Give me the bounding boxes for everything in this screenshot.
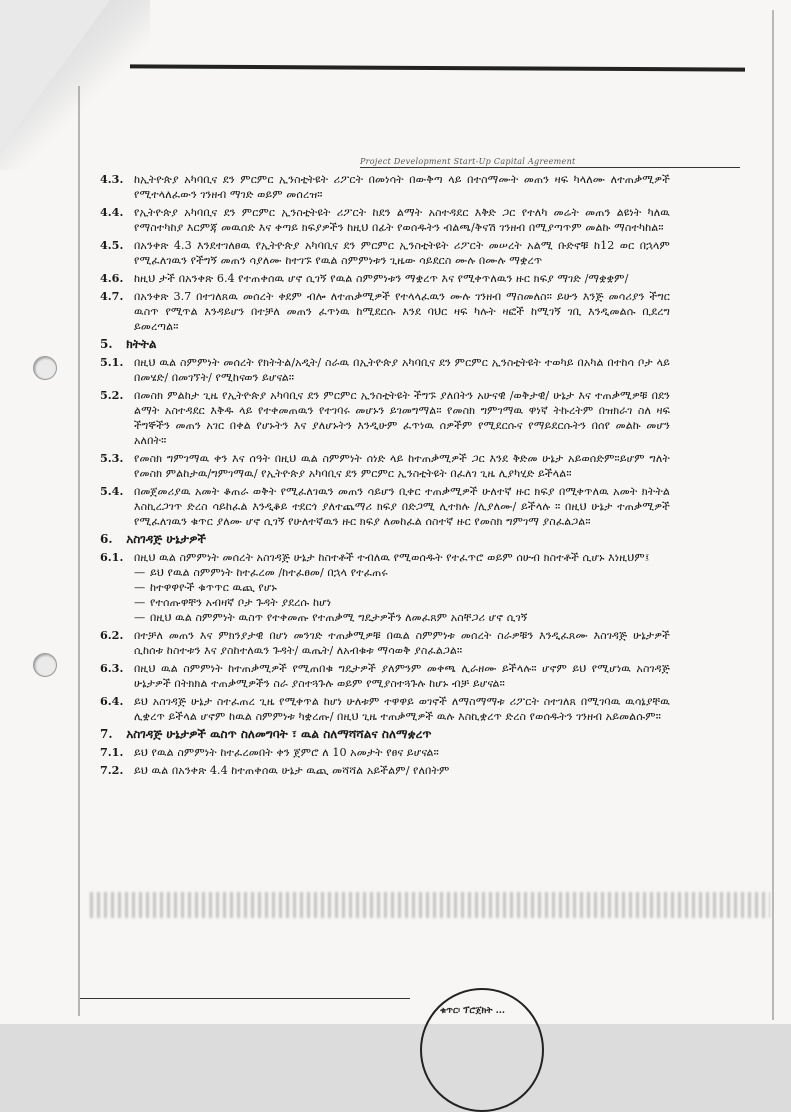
section-7-heading xyxy=(100,727,670,742)
clause-text: በተቻለ መጠን እና ምክንያታዊ በሆነ መንገድ ተጠቃሚዎቹ በዉል ስምምነቱ መሰረት ስራዎቹን እንዲፈጸሙ እስገዳጅ ሁኔታዎች ሲከሰቱ ከስተቱን እና ያስከተለዉን ጉዳት/ ዉጤት/ ለአብቁቱ ማሳወቅ ያስፈልጋል። xyxy=(134,629,670,657)
clause-4-3 xyxy=(100,172,670,202)
photocopy-smudge xyxy=(90,892,770,918)
clause-text: ይህ ዉል በአንቀጽ 4.4 ከተጠቀሰዉ ሁኔታ ዉጪ መሻሻል አይችልም/ የለበትም xyxy=(134,764,450,777)
document-body xyxy=(100,172,670,781)
clause-4-4 xyxy=(100,205,670,235)
clause-text: በመስክ ምልከታ ጊዜ የኢትዮጵያ አካባቢና ደን ምርምር ኢንስቲትዩት ችግኙ ያለበትን አሁናዊ /ወቅታዊ/ ሁኔታ እና ተጠቃሚዎቹ በደን ልማት አስተዳደር እቅዱ ላይ የተቀመጠዉን የተገባሩ መሆኑን ይገመግማል። የመስክ ግምገማዉ ዋነኛ ትኩረትም በዝክራገ ስለ ዛፍ ችግኞችን መጠን አገር በቀል የሆኑትን እና ያለሆኑትን እንዲሁም ፈጥነዉ ሰዎችም የሚደርሱና የማይደርሱትን በሰየ መልኩ መሆን አለበት። xyxy=(134,389,670,447)
clause-number: 4.7. xyxy=(100,289,124,303)
footer-rule xyxy=(80,998,410,999)
clause-5-4 xyxy=(100,484,670,529)
section-number: 7. xyxy=(100,727,113,741)
clause-7-1 xyxy=(100,745,670,760)
section-title: አስገዳጅ ሁኔታዎች ዉስጥ ስለመግባት ፣ ዉል ስለማሻሻልና ስለማቋረጥ xyxy=(126,727,432,741)
clause-4-6 xyxy=(100,271,670,286)
condition-item: — በዚህ ዉል ስምምነት ዉስጥ የተቀመጡ የተጠቃሚ ግዴታዎችን ለመፈጸም አስቸጋሪ ሆኖ ሲገኝ xyxy=(134,610,670,625)
running-header: Project Development Start-Up Capital Agreement xyxy=(360,157,740,168)
clause-number: 4.5. xyxy=(100,238,124,252)
clause-7-2 xyxy=(100,763,670,778)
clause-text: የመስክ ግምገማዉ ቀን እና ሰዓት በዚህ ዉል ስምምነት ሰነድ ላይ ከተጠቃሚዎች ጋር እንደ ቅድመ ሁኔታ አይወሰድም።ይሆም ግለት የመስክ ምልከታዉ/ግምገማዉ/ የኢትዮጵያ አካባቢና ደን ምርምር ኢንስቲትዩት በፈለገ ጊዜ ሊያካሂድ ይችላል። xyxy=(134,452,670,480)
clause-text: በዚህ ዉል ስምምነት መሰረት አስገዳጅ ሁኔታ ከስተቶች ተብለዉ የሚወሰዱት የተፈጥሮ ወይም ሰሁብ ክስተቶች ሲሆኑ እነዚህም፤ xyxy=(134,551,650,564)
clause-number: 4.3. xyxy=(100,172,124,186)
section-title: አስገዳጅ ሁኔታዎች xyxy=(126,532,206,546)
stamp-text: ቁጥር፡ ፕሮጀክት ... xyxy=(440,1006,506,1016)
clause-text: በዚህ ዉል ስምምነት ከተጠቃሚዎች የሚጠበቁ ግዴታዎች ያለምንም መቀጫ ሊራዘሙ ይችላሉ። ሆኖም ይህ የሚሆነዉ አስገዳጅ ሁኔታዎች በትክክል ተጠቃሚዎችን ስራ ያስተጓጉሉ ወይም የሚያስተጓጉሉ ከሆኑ ብቻ ይሆናል። xyxy=(134,662,670,690)
folded-corner xyxy=(0,0,110,150)
punch-hole-bottom xyxy=(33,653,57,677)
left-margin-line xyxy=(78,86,80,1016)
clause-text: በአንቀጽ 3.7 በተገለጸዉ መሰረት ቀደም ብሎ ለተጠቃሚዎች የተላላፈዉን ሙሉ ገንዘብ ማስመለስ። ይሁን እንጅ መሳሪያን ችግር ዉስጥ የሚጥል እንዳይሆን በተቻለ መጠን ፈጥነዉ ከሚደርሱ እንደ ባህር ዛፍ ካሉት ዛፎች ከሚገኝ ገቢ እንዲመልሱ ቢደረግ ይመረጣል። xyxy=(134,290,670,333)
clause-text: ከዚህ ታች በአንቀጽ 6.4 የተጠቀሰዉ ሆኖ ሲገኝ የዉል ስምምነቱን ማቋረጥ እና የሚቀጥለዉን ዙር ክፍያ ማገድ /ማቋቋም/ xyxy=(134,272,629,285)
clause-4-7 xyxy=(100,289,670,334)
clause-number: 6.4. xyxy=(100,694,124,708)
clause-number: 7.2. xyxy=(100,763,124,777)
clause-text: በዚህ ዉል ስምምነት መሰረት የክትትል/አዲት/ ስራዉ በኢትዮጵያ አካባቢና ደን ምርምር ኢንስቲትዩት ተወካይ በአካል በተከሳ ቦታ ላይ በመሄድ/ በመገኘት/ የሚከናወን ይሆናል። xyxy=(134,356,670,384)
clause-number: 5.1. xyxy=(100,355,124,369)
clause-number: 6.2. xyxy=(100,628,124,642)
clause-text: የኢትዮጵያ አካባቢና ደን ምርምር ኢንስቲትዩት ሪፖርት ከደን ልማት አስተዳደር እቅድ ጋር የተለካ መሬት መጠን ልዩነት ካለዉ የማስተካከያ እርምጃ መዉሰድ እና ቀጣይ ክፍያዎችን ከዚህ በፊት የወሰዱትን ብልጫ/ቅናሽ ገንዘብ በሚያጣጥም መልኩ ማስተካከል። xyxy=(134,206,670,234)
clause-6-2 xyxy=(100,628,670,658)
clause-number: 7.1. xyxy=(100,745,124,759)
clause-4-5 xyxy=(100,238,670,268)
top-border-rule xyxy=(130,64,745,71)
clause-text: ይህ አስገዳጅ ሁኔታ ስተፈጠረ ጊዜ የሚቀጥል ከሆነ ሁለቱም ተዋዋይ ወገኖች ለማስማማቱ ሪፖርት ስተገለጸ በሚገባዉ ዉሳኔያቸዉ ሊቋረጥ ይችላል ሆኖም ከዉል ስምምነቱ ካቋረጡ/ በዚህ ጊዜ ተጠቃሚዎች ዉሉ እስኪቋረጥ ድረስ የወሰዱትን ገንዘብ አይመልሱም። xyxy=(134,695,670,723)
clause-5-1 xyxy=(100,355,670,385)
section-title: ክትትል xyxy=(126,337,157,351)
clause-number: 5.4. xyxy=(100,484,124,498)
page-edge xyxy=(772,10,774,1020)
clause-number: 4.4. xyxy=(100,205,124,219)
clause-number: 5.3. xyxy=(100,451,124,465)
clause-text: ይህ የዉል ስምምነት ከተፈረመበት ቀን ጀምሮ ለ 10 አመታት የፀና ይሆናል። xyxy=(134,746,439,759)
clause-number: 6.3. xyxy=(100,661,124,675)
condition-item: — ይህ የዉል ስምምነት ከተፈረመ /ከተፈፀመ/ በኋላ የተፈጠሩ xyxy=(134,565,670,580)
clause-text: በአንቀጽ 4.3 እንደተገለፀዉ የኢትዮጵያ አካባቢና ደን ምርምር ኢንስቲትዩት ሪፖርት መሠረት አልሚ ቡድኖቹ ከ12 ወር በኋላም የሚፈለገዉን የችግኝ መጠን ሳያለሙ ከተገኙ የዉል ስምምነቱን ጊዜው ሳይደርስ ሙሉ በሙሉ ማቋረጥ xyxy=(134,239,670,267)
clause-5-2 xyxy=(100,388,670,448)
clause-number: 4.6. xyxy=(100,271,124,285)
condition-item: — የተሰጡዋቸን አብዛኛ ቦታ ጉዳት ያደረሱ ከሆነ xyxy=(134,595,670,610)
clause-6-1 xyxy=(100,550,670,625)
clause-number: 5.2. xyxy=(100,388,124,402)
clause-text: ከኢትዮጵያ አካባቢና ደን ምርምር ኢንስቲትዩት ሪፖርት በመነሳት በውቅጣ ላይ በተስማሙት መጠን ዛፍ ካላለሙ ለተጠቃሚዎች የሚተላለፈውን ገንዘብ ማገድ ወይም መሰረዝ። xyxy=(134,173,670,201)
condition-list xyxy=(134,565,670,625)
clause-6-4 xyxy=(100,694,670,724)
official-stamp xyxy=(420,988,544,1112)
clause-number: 6.1. xyxy=(100,550,124,564)
punch-hole-top xyxy=(33,356,57,380)
section-6-heading xyxy=(100,532,670,547)
section-number: 6. xyxy=(100,532,113,546)
clause-6-3 xyxy=(100,661,670,691)
section-number: 5. xyxy=(100,337,113,351)
section-5-heading xyxy=(100,337,670,352)
condition-item: — ከተዋዋዮች ቁጥጥር ዉጪ የሆኑ xyxy=(134,580,670,595)
clause-text: በመጀመሪያዉ አመት ቆጠራ ወቅት የሚፈለገዉን መጠን ሳይሆን ቢቀር ተጠቃሚዎች ሁለተኛ ዙር ክፍያ በሚቀጥለዉ አመት ክትትል እስኪረጋገጥ ድረስ ሳይከፈል እንዲቆይ ተደርጎ ያለተጨማሪ ክፍያ በድጋሚ ሊተክሉ /ሊያለሙ/ ይችላሉ ። በዚህ ሁኔታ ተጠቃሚዎች የሚፈለገዉን ቁጥር ያለሙ ሆኖ ሲገኝ የሁለተኛዉን ዙር ክፍያ ለመከፈል ሰስተኛ ዙር የመስክ ግምገማ ያስፈልጋል። xyxy=(134,485,670,528)
clause-5-3 xyxy=(100,451,670,481)
